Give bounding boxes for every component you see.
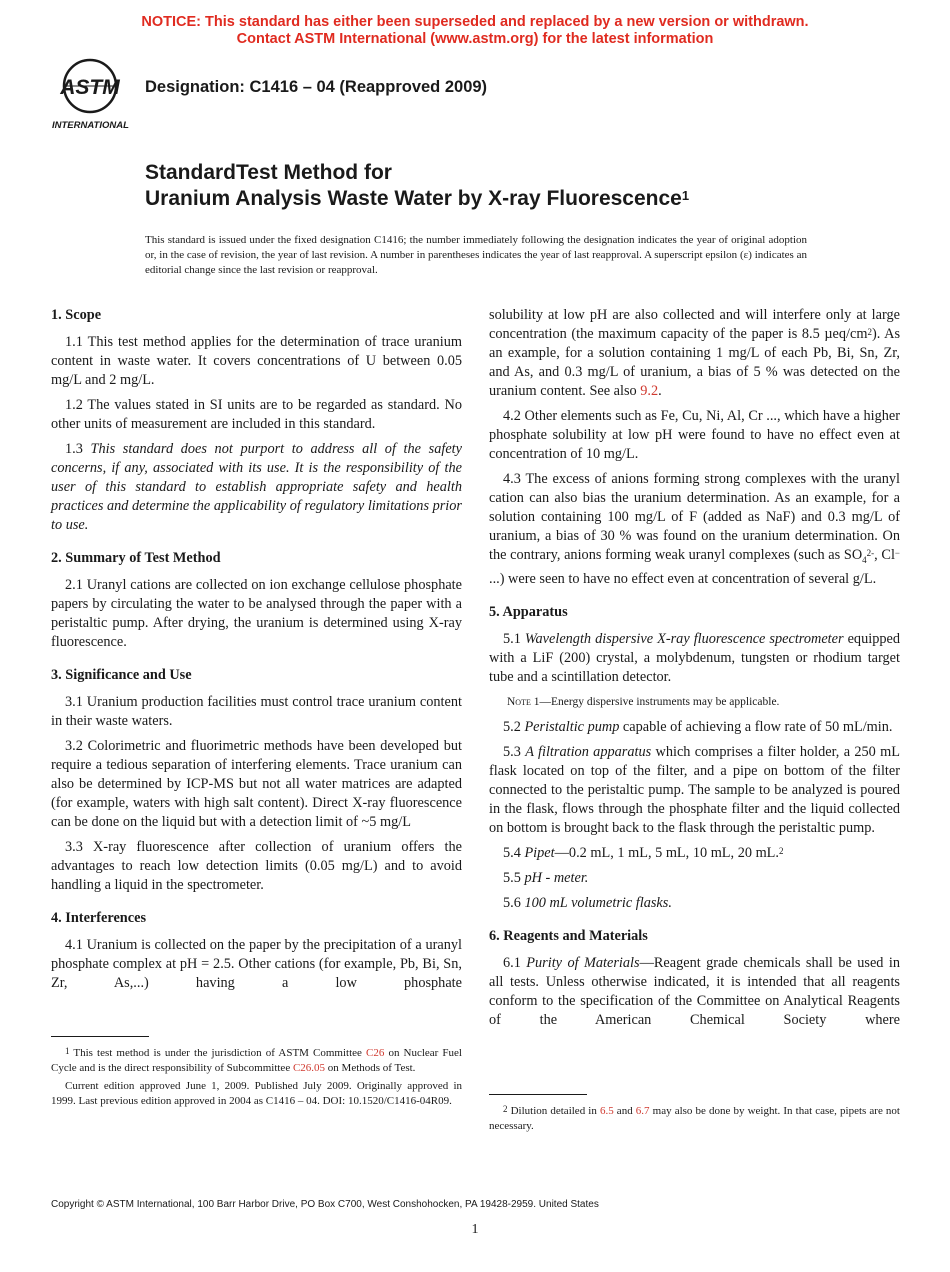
section-summary xyxy=(51,549,462,652)
link-c26[interactable]: C26 xyxy=(366,1047,385,1059)
title-line-2: Uranium Analysis Waste Water by X-ray Fluorescence$^1$ xyxy=(145,187,690,210)
section-heading: 4. Interferences xyxy=(51,910,147,926)
footnote-rule xyxy=(51,1036,149,1037)
paragraph: 2.1 Uranyl cations are collected on ion exchange cellulose phosphate papers by circulating the water to be analysed through the paper with a peristaltic pump. After drying, the uranium is determined using X-ray fluorescence. xyxy=(51,577,462,650)
section-reagents xyxy=(489,927,900,1030)
left-column xyxy=(51,306,462,1007)
section-apparatus xyxy=(489,603,900,913)
footnotes-left xyxy=(51,1046,462,1112)
section-interferences-cont xyxy=(489,306,900,589)
page-number: 1 xyxy=(471,1222,479,1237)
section-significance xyxy=(51,666,462,895)
section-heading: 2. Summary of Test Method xyxy=(51,550,221,566)
paragraph: 5.3 A filtration apparatus which comprises a filter holder, a 250 mL flask located on top of the filter, and a pipe on bottom of the filter connected to the peristaltic pump. The sample to be analyzed is poured in the flask, flows through the phosphate filter and the liquid collected on bottom is brought back to the flask through the peristaltic pump. xyxy=(489,743,900,836)
paragraph: 1.3 This standard does not purport to address all of the safety concerns, if any, associated with its use. It is the responsibility of the user of this standard to establish appropriate safety and health practices and determine the applicability of regulatory limitations prior to use. xyxy=(51,441,462,533)
paragraph: 5.1 Wavelength dispersive X-ray fluorescence spectrometer equipped with a LiF (200) crystal, a molybdenum, tungsten or rhodium target tube and a scintillation detector. xyxy=(489,630,900,685)
paragraph: 6.1 Purity of Materials—Reagent grade chemicals shall be used in all tests. Unless otherwise indicated, it is intended that all reagents conform to the specification of the Committee on Analytical Reagents of the American Chemical Society where xyxy=(489,954,900,1028)
notice-line-2: Contact ASTM International (www.astm.org) for the latest information xyxy=(236,31,714,47)
astm-international-logo xyxy=(50,56,136,132)
footnote-1-edition: Current edition approved June 1, 2009. Published July 2009. Originally approved in 1999. Last previous edition approved in 2004 as C1416 – 04. DOI: 10.1520/C1416-04R09. xyxy=(51,1080,462,1107)
footnote-rule xyxy=(489,1094,587,1095)
section-heading: 6. Reagents and Materials xyxy=(489,927,648,944)
paragraph: 5.4 Pipet—0.2 mL, 1 mL, 5 mL, 10 mL, 20 mL.$^2$ xyxy=(503,844,784,861)
preamble: This standard is issued under the fixed designation C1416; the number immediately following the designation indicates the year of original adoption or, in the case of revision, the year of last revision. A number in parentheses indicates the year of last reapproval. A superscript epsilon (ε) indicates an editorial change since the last revision or reapproval. xyxy=(145,234,807,276)
right-column xyxy=(489,306,900,1044)
paragraph: 1.1 This test method applies for the determination of trace uranium content in waste water. It covers concentrations of U between 0.05 mg/L and 2 mg/L. xyxy=(51,334,462,388)
section-heading: 5. Apparatus xyxy=(489,603,568,620)
footnote-2: $^2$ Dilution detailed in 6.5 and 6.7 may also be done by weight. In that case, pipets are not necessary. xyxy=(489,1104,900,1132)
section-interferences xyxy=(51,909,462,993)
section-scope xyxy=(51,306,462,535)
paragraph: 4.3 The excess of anions forming strong complexes with the uranyl cation can also bias the uranium determination. As an example, for a solution containing 100 mg/L of F (added as NaF) and 0.3 mg/L of uranium, a bias of 30 % was found on the uranium determination. On the contrary, anions forming weak uranyl complexes (such as $SO_4^{2-}$, Cl− ...) were seen to have no effect even at concentration of several g/L. xyxy=(489,471,900,587)
paragraph: 3.2 Colorimetric and fluorimetric methods have been developed but require a tedious separation of interfering elements. Trace uranium can also be determined by ICP-MS but not all water matrices are adapted (for example, waters with high salt content). Direct X-ray fluorescence can be done on the liquid but with a detection limit of ~5 mg/L xyxy=(51,738,462,830)
paragraph: 5.5 pH - meter. xyxy=(503,869,589,886)
section-heading: 1. Scope xyxy=(51,307,102,323)
designation: Designation: C1416 – 04 (Reapproved 2009) xyxy=(145,78,488,96)
paragraph: 1.2 The values stated in SI units are to be regarded as standard. No other units of measurement are included in this standard. xyxy=(51,397,462,432)
link-6-5[interactable]: 6.5 xyxy=(599,1105,614,1117)
logo-subtext: INTERNATIONAL xyxy=(52,120,129,131)
title-line-1: StandardTest Method for xyxy=(145,161,392,184)
paragraph: 3.1 Uranium production facilities must control trace uranium content in their waste waters. xyxy=(51,694,462,729)
logo-text: ASTM xyxy=(60,76,120,99)
title-footnote-mark[interactable]: 1 xyxy=(681,188,690,203)
footnotes-right xyxy=(489,1104,900,1137)
link-c26-05[interactable]: C26.05 xyxy=(292,1061,326,1074)
paragraph: 4.2 Other elements such as Fe, Cu, Ni, Al, Cr ..., which have a higher phosphate solubility at low pH were found to have no effect even at concentration of 10 mg/L. xyxy=(489,408,900,462)
page-title xyxy=(145,160,689,212)
link-9-2[interactable]: 9.2 xyxy=(640,383,659,399)
copyright: Copyright © ASTM International, 100 Barr Harbor Drive, PO Box C700, West Conshohocken, PA 19428-2959. United States xyxy=(51,1199,599,1210)
notice-banner xyxy=(0,14,950,48)
section-heading: 3. Significance and Use xyxy=(51,667,192,683)
footnote-1: $^1$ This test method is under the jurisdiction of ASTM Committee C26 on Nuclear Fuel Cycle and is the direct responsibility of Subcommittee C26.05 on Methods of Test. xyxy=(51,1046,462,1074)
paragraph: 5.2 Peristaltic pump capable of achieving a flow rate of 50 mL/min. xyxy=(503,718,893,735)
link-6-7[interactable]: 6.7 xyxy=(635,1105,650,1117)
note-1: Note 1—Energy dispersive instruments may be applicable. xyxy=(507,695,780,708)
paragraph: 3.3 X-ray fluorescence after collection of uranium offers the advantages to reach low detection limits (0.05 mg/L) and to avoid handling a liquid in the spectrometer. xyxy=(51,839,462,893)
paragraph: 4.1 Uranium is collected on the paper by the precipitation of a uranyl phosphate complex at pH = 2.5. Other cations (for example, Pb, Bi, Sn, Zr, As,...) having a low phosphate xyxy=(51,937,462,991)
paragraph: 5.6 100 mL volumetric flasks. xyxy=(503,894,672,911)
notice-line-1: NOTICE: This standard has either been superseded and replaced by a new version or withdrawn. xyxy=(141,14,809,30)
paragraph: solubility at low pH are also collected and will interfere only at large concentration (the maximum capacity of the paper is 8.5 µeq/cm$^2$). As an example, for a solution containing 1 mg/L of each Pb, Bi, Sn, Zr, and As, and 0.3 mg/L of uranium, a bias of 5 % was detected on the uranium content. See also 9.2. xyxy=(489,307,901,399)
